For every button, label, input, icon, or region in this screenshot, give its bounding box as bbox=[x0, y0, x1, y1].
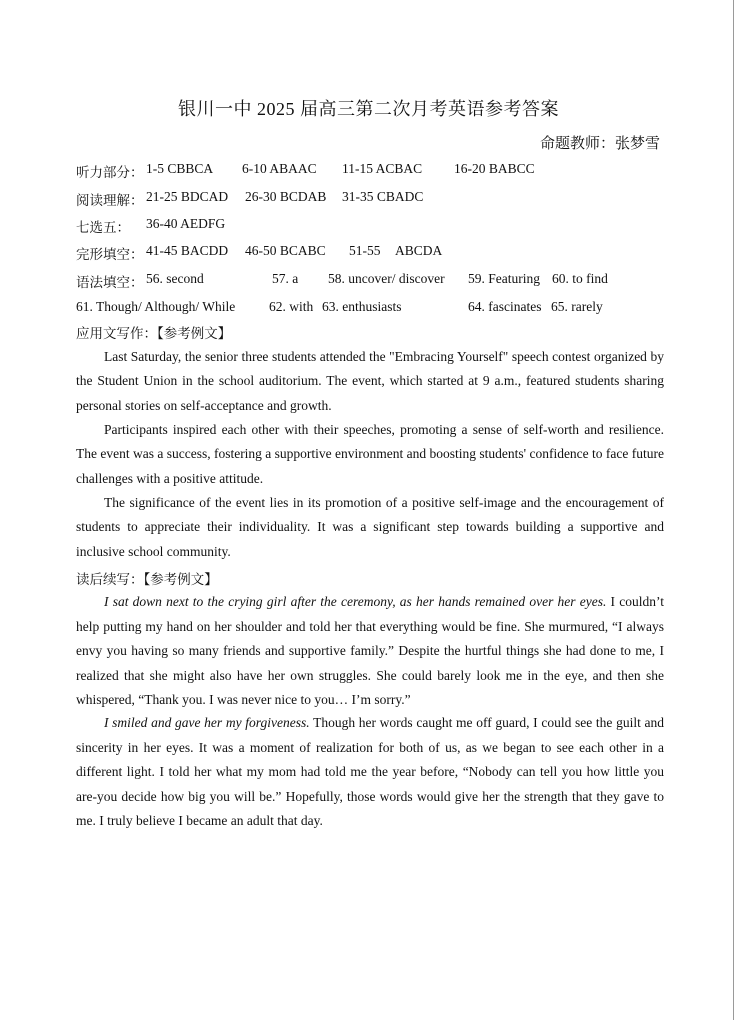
cloze-label: 完形填空： bbox=[76, 247, 144, 262]
answer-group: 31-35 CBADC bbox=[342, 189, 424, 204]
writing-paragraph-2: Participants inspired each other with their speeches, promoting a sense of self-worth and resilience. The event was a success, fostering a supportive environment and boosting students' confidence to face future challenges with a positive attitude. bbox=[76, 422, 665, 486]
grammar-answer: 61. Though/ Although/ While bbox=[76, 299, 236, 314]
paragraph-lead-sentence: I sat down next to the crying girl after the ceremony, as her hands remained over her eyes. bbox=[104, 594, 607, 609]
paragraph-body: I couldn’t help putting my hand on her shoulder and told her that everything would be fine. She murmured, “I always envy you having so many friends and supportive family.” Despite the hurtful things she had done to me, I realized that she might also have her own struggles. She could barely look me in the eye, and then she whispered, “Thank you. I was never nice to you… I’m sorry.” bbox=[76, 594, 664, 707]
answer-group: 46-50 BCABC bbox=[245, 243, 326, 258]
answer-group: 6-10 ABAAC bbox=[242, 161, 317, 176]
grammar-answer: 62. with bbox=[269, 299, 314, 314]
grammar-answer: 57. a bbox=[272, 271, 299, 286]
grammar-answer: 60. to find bbox=[552, 271, 608, 286]
continuation-paragraph-2 bbox=[76, 711, 664, 834]
page-edge bbox=[733, 0, 734, 1020]
author-teacher: 命题教师：张梦雪 bbox=[539, 136, 660, 152]
answer-group: 16-20 BABCC bbox=[454, 161, 535, 176]
writing-paragraph-1: Last Saturday, the senior three students attended the "Embracing Yourself" speech contest organized by the Student Union in the school auditorium. The event, which started at 9 a.m., featured students sharing personal stories on self-acceptance and growth. bbox=[76, 349, 664, 413]
continuation-paragraph-1 bbox=[76, 590, 664, 713]
listening-label: 听力部分： bbox=[76, 165, 144, 180]
answer-group: ABCDA bbox=[395, 243, 443, 258]
answer-group: 36-40 AEDFG bbox=[146, 216, 226, 231]
page-title: 银川一中 2025 届高三第二次月考英语参考答案 bbox=[178, 99, 559, 119]
grammar-answer: 59. Featuring bbox=[468, 271, 540, 286]
reading-label: 阅读理解： bbox=[76, 193, 144, 208]
answer-group: 26-30 BCDAB bbox=[245, 189, 327, 204]
answer-group: 1-5 CBBCA bbox=[146, 161, 214, 176]
grammar-answer: 64. fascinates bbox=[468, 299, 542, 314]
writing-label: 应用文写作：【参考例文】 bbox=[76, 326, 232, 341]
grammar-answer: 63. enthusiasts bbox=[322, 299, 402, 314]
answer-group: 11-15 ACBAC bbox=[342, 161, 423, 176]
grammar-answer: 58. uncover/ discover bbox=[328, 271, 445, 286]
paragraph-lead-sentence: I smiled and gave her my forgiveness. bbox=[104, 715, 310, 730]
answer-group: 51-55 bbox=[349, 243, 381, 258]
answer-group: 21-25 BDCAD bbox=[146, 189, 229, 204]
grammar-label: 语法填空： bbox=[76, 275, 144, 290]
writing-paragraph-3: The significance of the event lies in its promotion of a positive self-image and the encouragement of students to appreciate their individuality. It was a significant step towards building a supportive and inclusive school community. bbox=[76, 495, 664, 559]
seven-label: 七选五： bbox=[76, 220, 130, 235]
answer-group: 41-45 BACDD bbox=[146, 243, 229, 258]
grammar-answer: 65. rarely bbox=[551, 299, 603, 314]
grammar-answer: 56. second bbox=[146, 271, 204, 286]
paragraph-body: Though her words caught me off guard, I could see the guilt and sincerity in her eyes. It was a moment of realization for both of us, as we began to see each other in a different light. I told her what my mom had told me the year before, “Nobody can tell you how little you are-you decide how big you will be.” Hopefully, those words would give her the strength that they gave to me. I truly believe I became an adult that day. bbox=[76, 715, 665, 828]
continuation-label: 读后续写：【参考例文】 bbox=[76, 572, 218, 587]
